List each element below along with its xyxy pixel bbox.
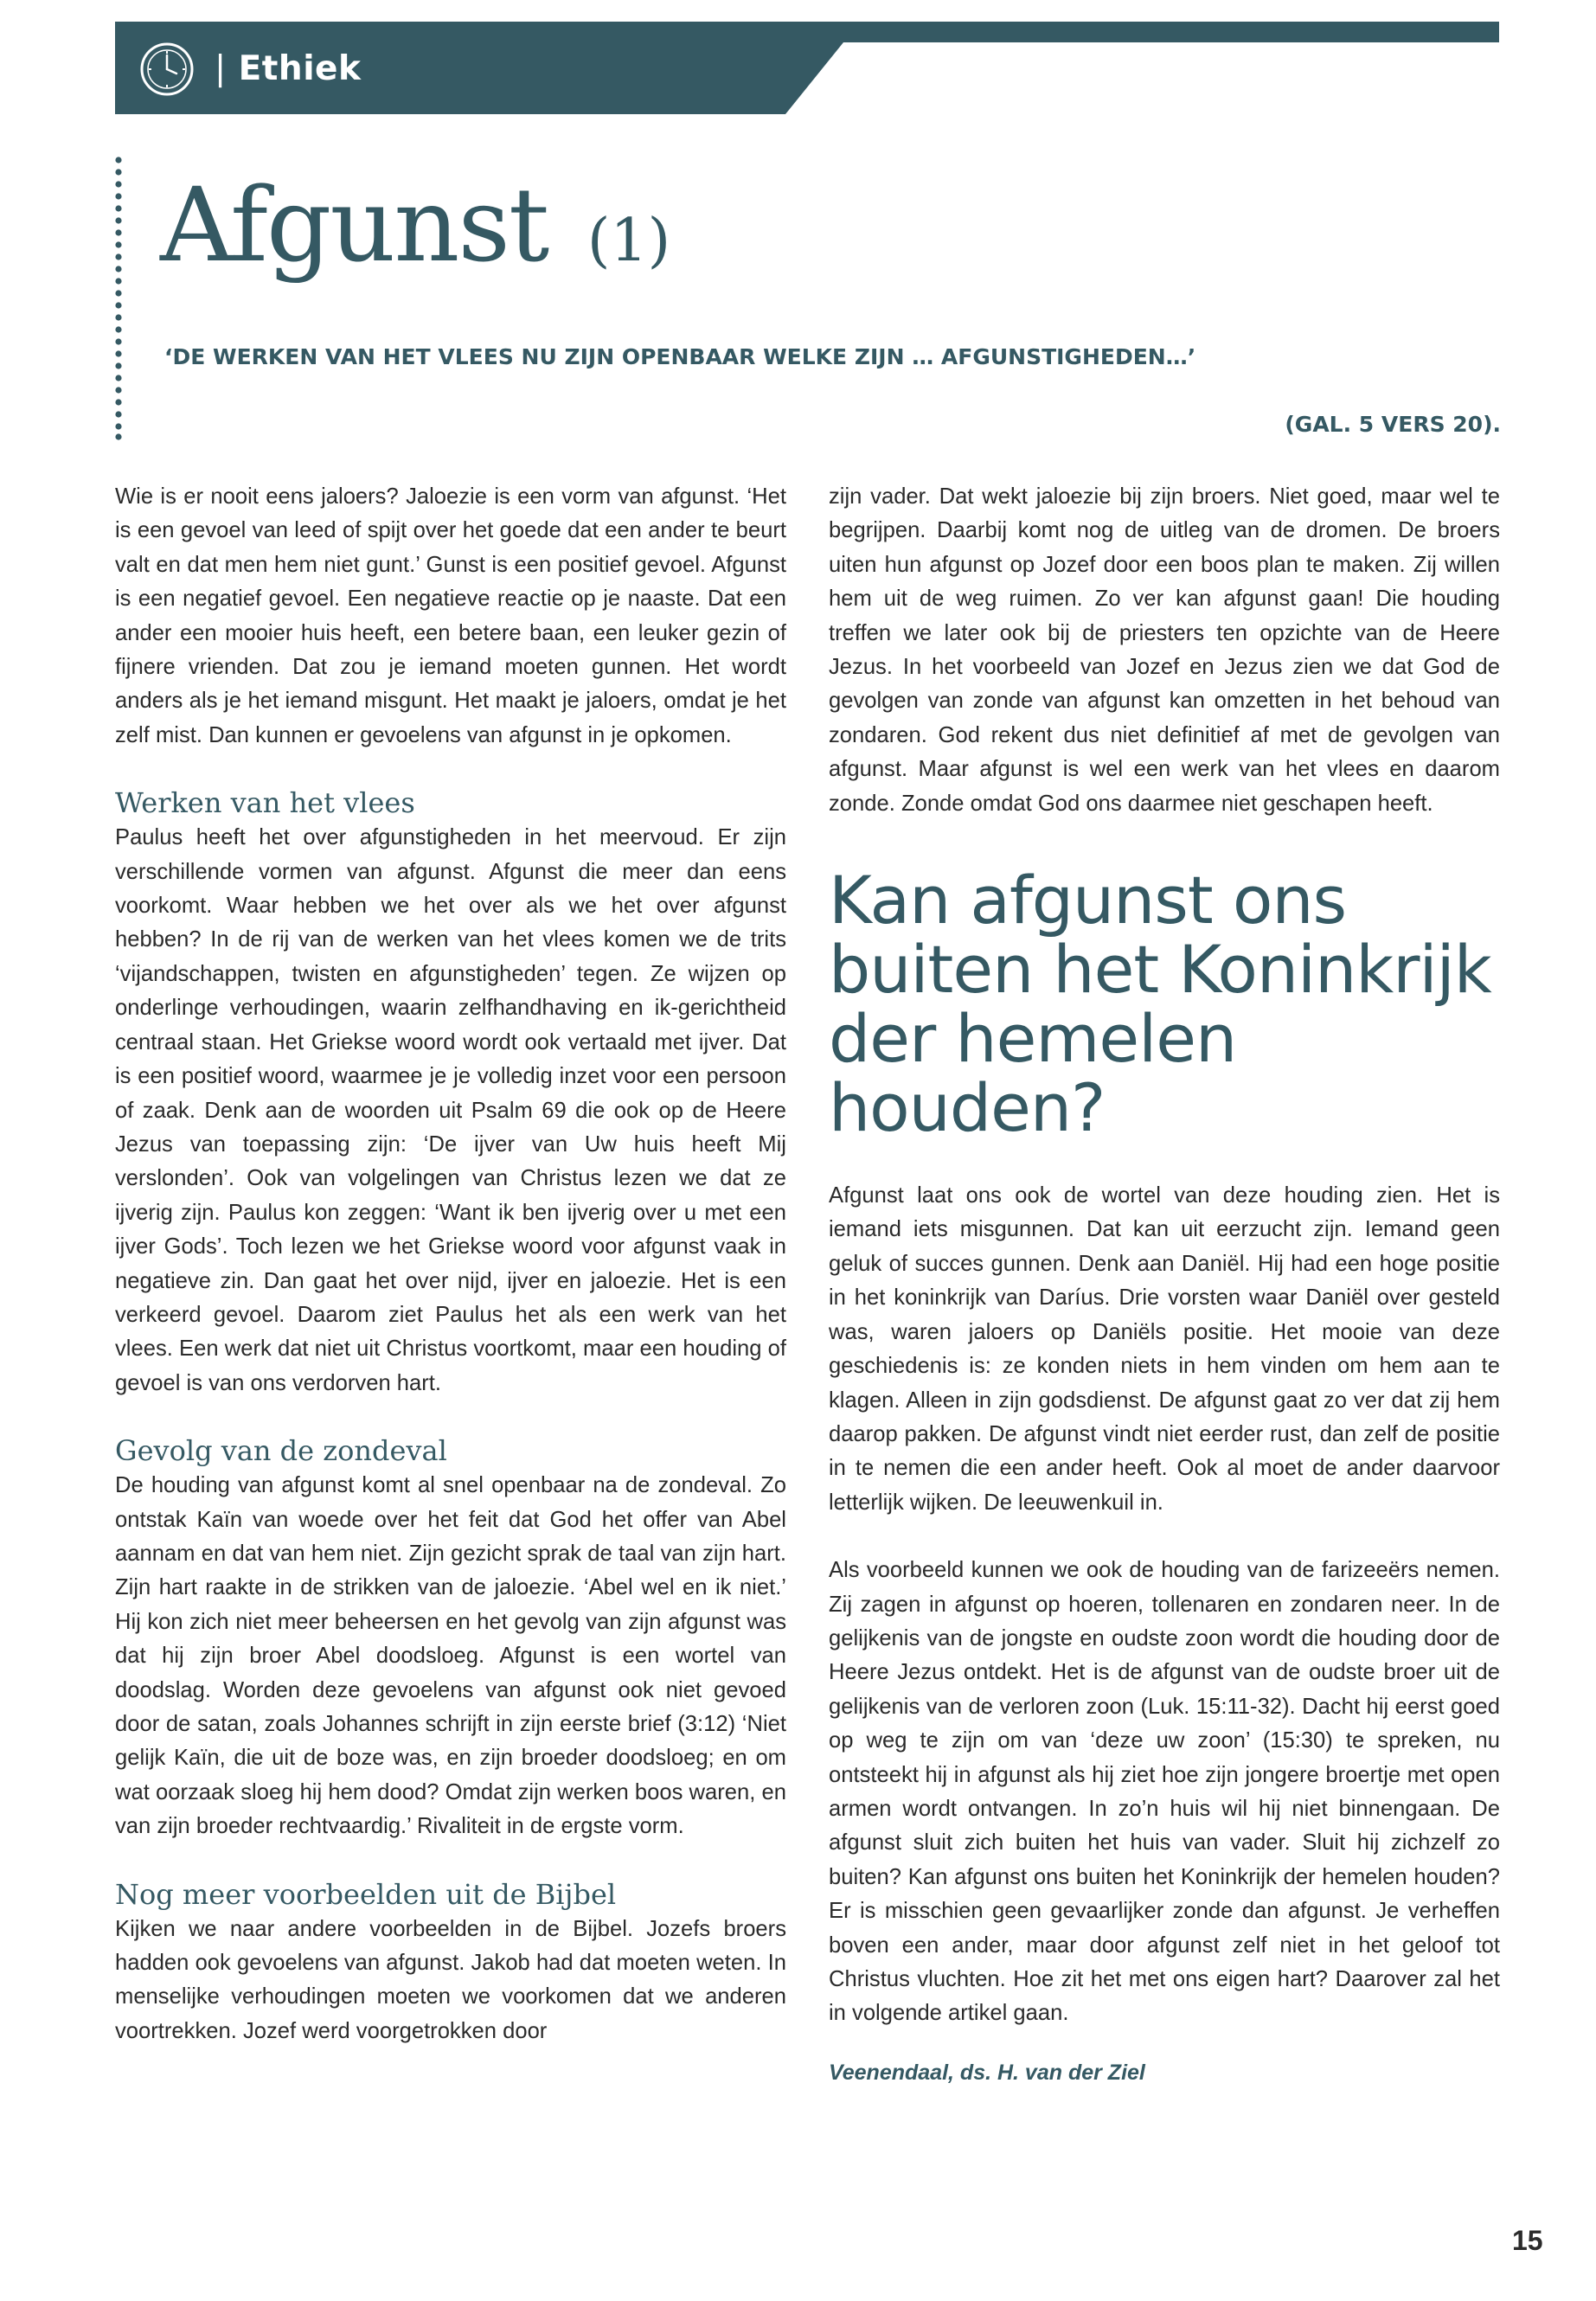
article-title-text: Afgunst bbox=[160, 165, 548, 285]
body-paragraph: Paulus heeft het over afgunstigheden in het meervoud. Er zijn verschillende vormen van afgunst. Afgunst die meer dan eens voorkomt. Waar hebben we het over als we het over afgunst hebben? In de rij van de werken van het vlees komen we de trits ‘vijandschappen, twisten en afgunstigheden’ tegen. Ze wijzen op onderlinge verhoudingen, waarin zelfhandhaving en ik-gerichtheid centraal staan. Het Griekse woord wordt ook vertaald met ijver. Dat is een positief woord, waarmee je je volledig inzet voor een persoon of zaak. Denk aan de woorden uit Psalm 69 die ook op de Heere Jezus van toepassing zijn: ‘De ijver van Uw huis heeft Mij verslonden’. Ook van volgelingen van Christus lezen we dat ze ijverig zijn. Paulus kon zeggen: ‘Want ik ben ijverig over u met een ijver Gods’. Toch lezen we het Griekse woord voor afgunst vaak in negatieve zin. Dan gaat het over nijd, ijver en jaloezie. Het is een verkeerd gevoel. Daarom ziet Paulus het als een werk van het vlees. Een werk dat niet uit Christus voortkomt, maar een houding of gevoel is van ons verdorven hart. bbox=[115, 825, 786, 1395]
subheading-werken: Werken van het vlees bbox=[115, 786, 415, 820]
dotted-divider bbox=[114, 156, 123, 441]
intro-reference: (GAL. 5 VERS 20). bbox=[1285, 412, 1501, 437]
body-paragraph: Als voorbeeld kunnen we ook de houding van de farizeeërs nemen. Zij zagen in afgunst op hoeren, tollenaren en zondaren neer. In de gelijkenis van de jongste en oudste zoon wordt die houding door de Heere Jezus ontdekt. Het is de afgunst van de oudste broer uit de gelijkenis van de verloren zoon (Luk. 15:11-32). Dacht hij eerst goed op weg te zijn om van ‘deze uw zoon’ (15:30) te spreken, nu ontsteekt hij in afgunst als hij ziet hoe zijn jongere broertje met open armen wordt ontvangen. In zo’n huis wil hij niet binnengaan. De afgunst sluit zich buiten het huis van vader. Sluit hij zichzelf zo buiten? Kan afgunst ons buiten het Koninkrijk der hemelen houden? Er is misschien geen gevaarlijker zonde dan afgunst. Je verheffen boven een ander, maar door afgunst zelf niet in het geloof tot Christus vluchten. Hoe zit het met ons eigen hart? Daarover zal het in volgende artikel gaan. bbox=[829, 1558, 1500, 2026]
body-paragraph: De houding van afgunst komt al snel openbaar na de zondeval. Zo ontstak Kaïn van woede over het feit dat God het offer van Abel aannam en dat van hem niet. Zijn gezicht sprak de taal van zijn hart. Zijn hart raakte in de strikken van de jaloezie. ‘Abel wel en ik niet.’ Hij kon zich niet meer beheersen en het gevolg van zijn afgunst was dat hij zijn broer Abel doodsloeg. Afgunst is een wortel van doodslag. Worden deze gevoelens van afgunst ook niet gevoed door de satan, zoals Johannes schrijft in zijn eerste brief (3:12) ‘Niet gelijk Kaïn, die uit de boze was, en zijn broeder doodsloeg; en om wat oorzaak sloeg hij hem dood? Omdat zijn werken boos waren, en van zijn broeder rechtvaardig.’ Rivaliteit in de ergste vorm. bbox=[115, 1473, 786, 1839]
intro-quote: ‘DE WERKEN VAN HET VLEES NU ZIJN OPENBAAR WELKE ZIJN … AFGUNSTIGHEDEN…’ bbox=[164, 344, 1196, 369]
body-paragraph: Afgunst laat ons ook de wortel van deze houding zien. Het is iemand iets misgunnen. Dat kan uit eerzucht zijn. Iemand geen geluk of succes gunnen. Denk aan Daniël. Hij had een hoge positie in het koninkrijk van Daríus. Drie vorsten waar Daniël over gesteld was, waren jaloers op Daniëls positie. Het mooie van deze geschiedenis is: ze konden niets in hem vinden om hem aan te klagen. Alleen in zijn godsdienst. De afgunst gaat zo ver dat zij hem daarop pakken. De afgunst vindt niet eerder rust, dan zelf de positie in te nemen die een ander heeft. Ook al moet de ander daarvoor letterlijk wijken. De leeuwenkuil in. bbox=[829, 1183, 1500, 1515]
left-column bbox=[115, 480, 786, 2048]
pull-quote: Kan afgunst ons buiten het Koninkrijk der hemelen houden? bbox=[829, 862, 1491, 1147]
section-label-text: Ethiek bbox=[238, 49, 362, 88]
article-title bbox=[160, 164, 670, 302]
body-paragraph: Wie is er nooit eens jaloers? Jaloezie is een vorm van afgunst. ‘Het is een gevoel van leed of spijt over het goede dat een ander te beurt valt en dat men hem niet gunt.’ Gunst is een positief gevoel. Afgunst is een negatief gevoel. Een negatieve reactie op je naaste. Dat een ander een mooier huis heeft, een betere baan, een leuker gezin of fijnere vrienden. Dat zou je iemand moeten gunnen. Het wordt anders als je het iemand misgunt. Het maakt je jaloers, omdat je het zelf mist. Dan kunnen er gevoelens van afgunst in je opkomen. bbox=[115, 484, 786, 747]
section-header bbox=[115, 22, 1499, 114]
subheading-gevolg: Gevolg van de zondeval bbox=[115, 1434, 447, 1468]
right-column bbox=[829, 480, 1500, 2088]
section-label: | Ethiek bbox=[215, 49, 362, 88]
paragraph-spacer bbox=[829, 1520, 1500, 1554]
clock-icon bbox=[138, 41, 195, 98]
subheading-voorbeelden: Nog meer voorbeelden uit de Bijbel bbox=[115, 1877, 617, 1911]
author-signature: Veenendaal, ds. H. van der Ziel bbox=[829, 2060, 1145, 2085]
body-paragraph: Kijken we naar andere voorbeelden in de Bijbel. Jozefs broers hadden ook gevoelens van afgunst. Jakob had dat moeten weten. In menselijke verhoudingen moeten we voorkomen dat we anderen voortrekken. Jozef werd voorgetrokken door bbox=[115, 1916, 786, 2043]
page-number: 15 bbox=[1512, 2225, 1543, 2256]
body-paragraph: zijn vader. Dat wekt jaloezie bij zijn broers. Niet goed, maar wel te begrijpen. Daarbij komt nog de uitleg van de dromen. De broers uiten hun afgunst op Jozef door een boos plan te maken. Zij willen hem uit de weg ruimen. Zo ver kan afgunst gaan! Die houding treffen we later ook bij de priesters ten opzichte van de Heere Jezus. In het voorbeeld van Jozef en Jezus zien we dat God de gevolgen van zonde van afgunst kan omzetten in het behoud van zondaren. God rekent dus niet definitief af met de gevolgen van afgunst. Maar afgunst is wel een werk van het vlees en daarom zonde. Zonde omdat God ons daarmee niet geschapen heeft. bbox=[829, 484, 1500, 816]
article-title-number: (1) bbox=[586, 207, 671, 275]
